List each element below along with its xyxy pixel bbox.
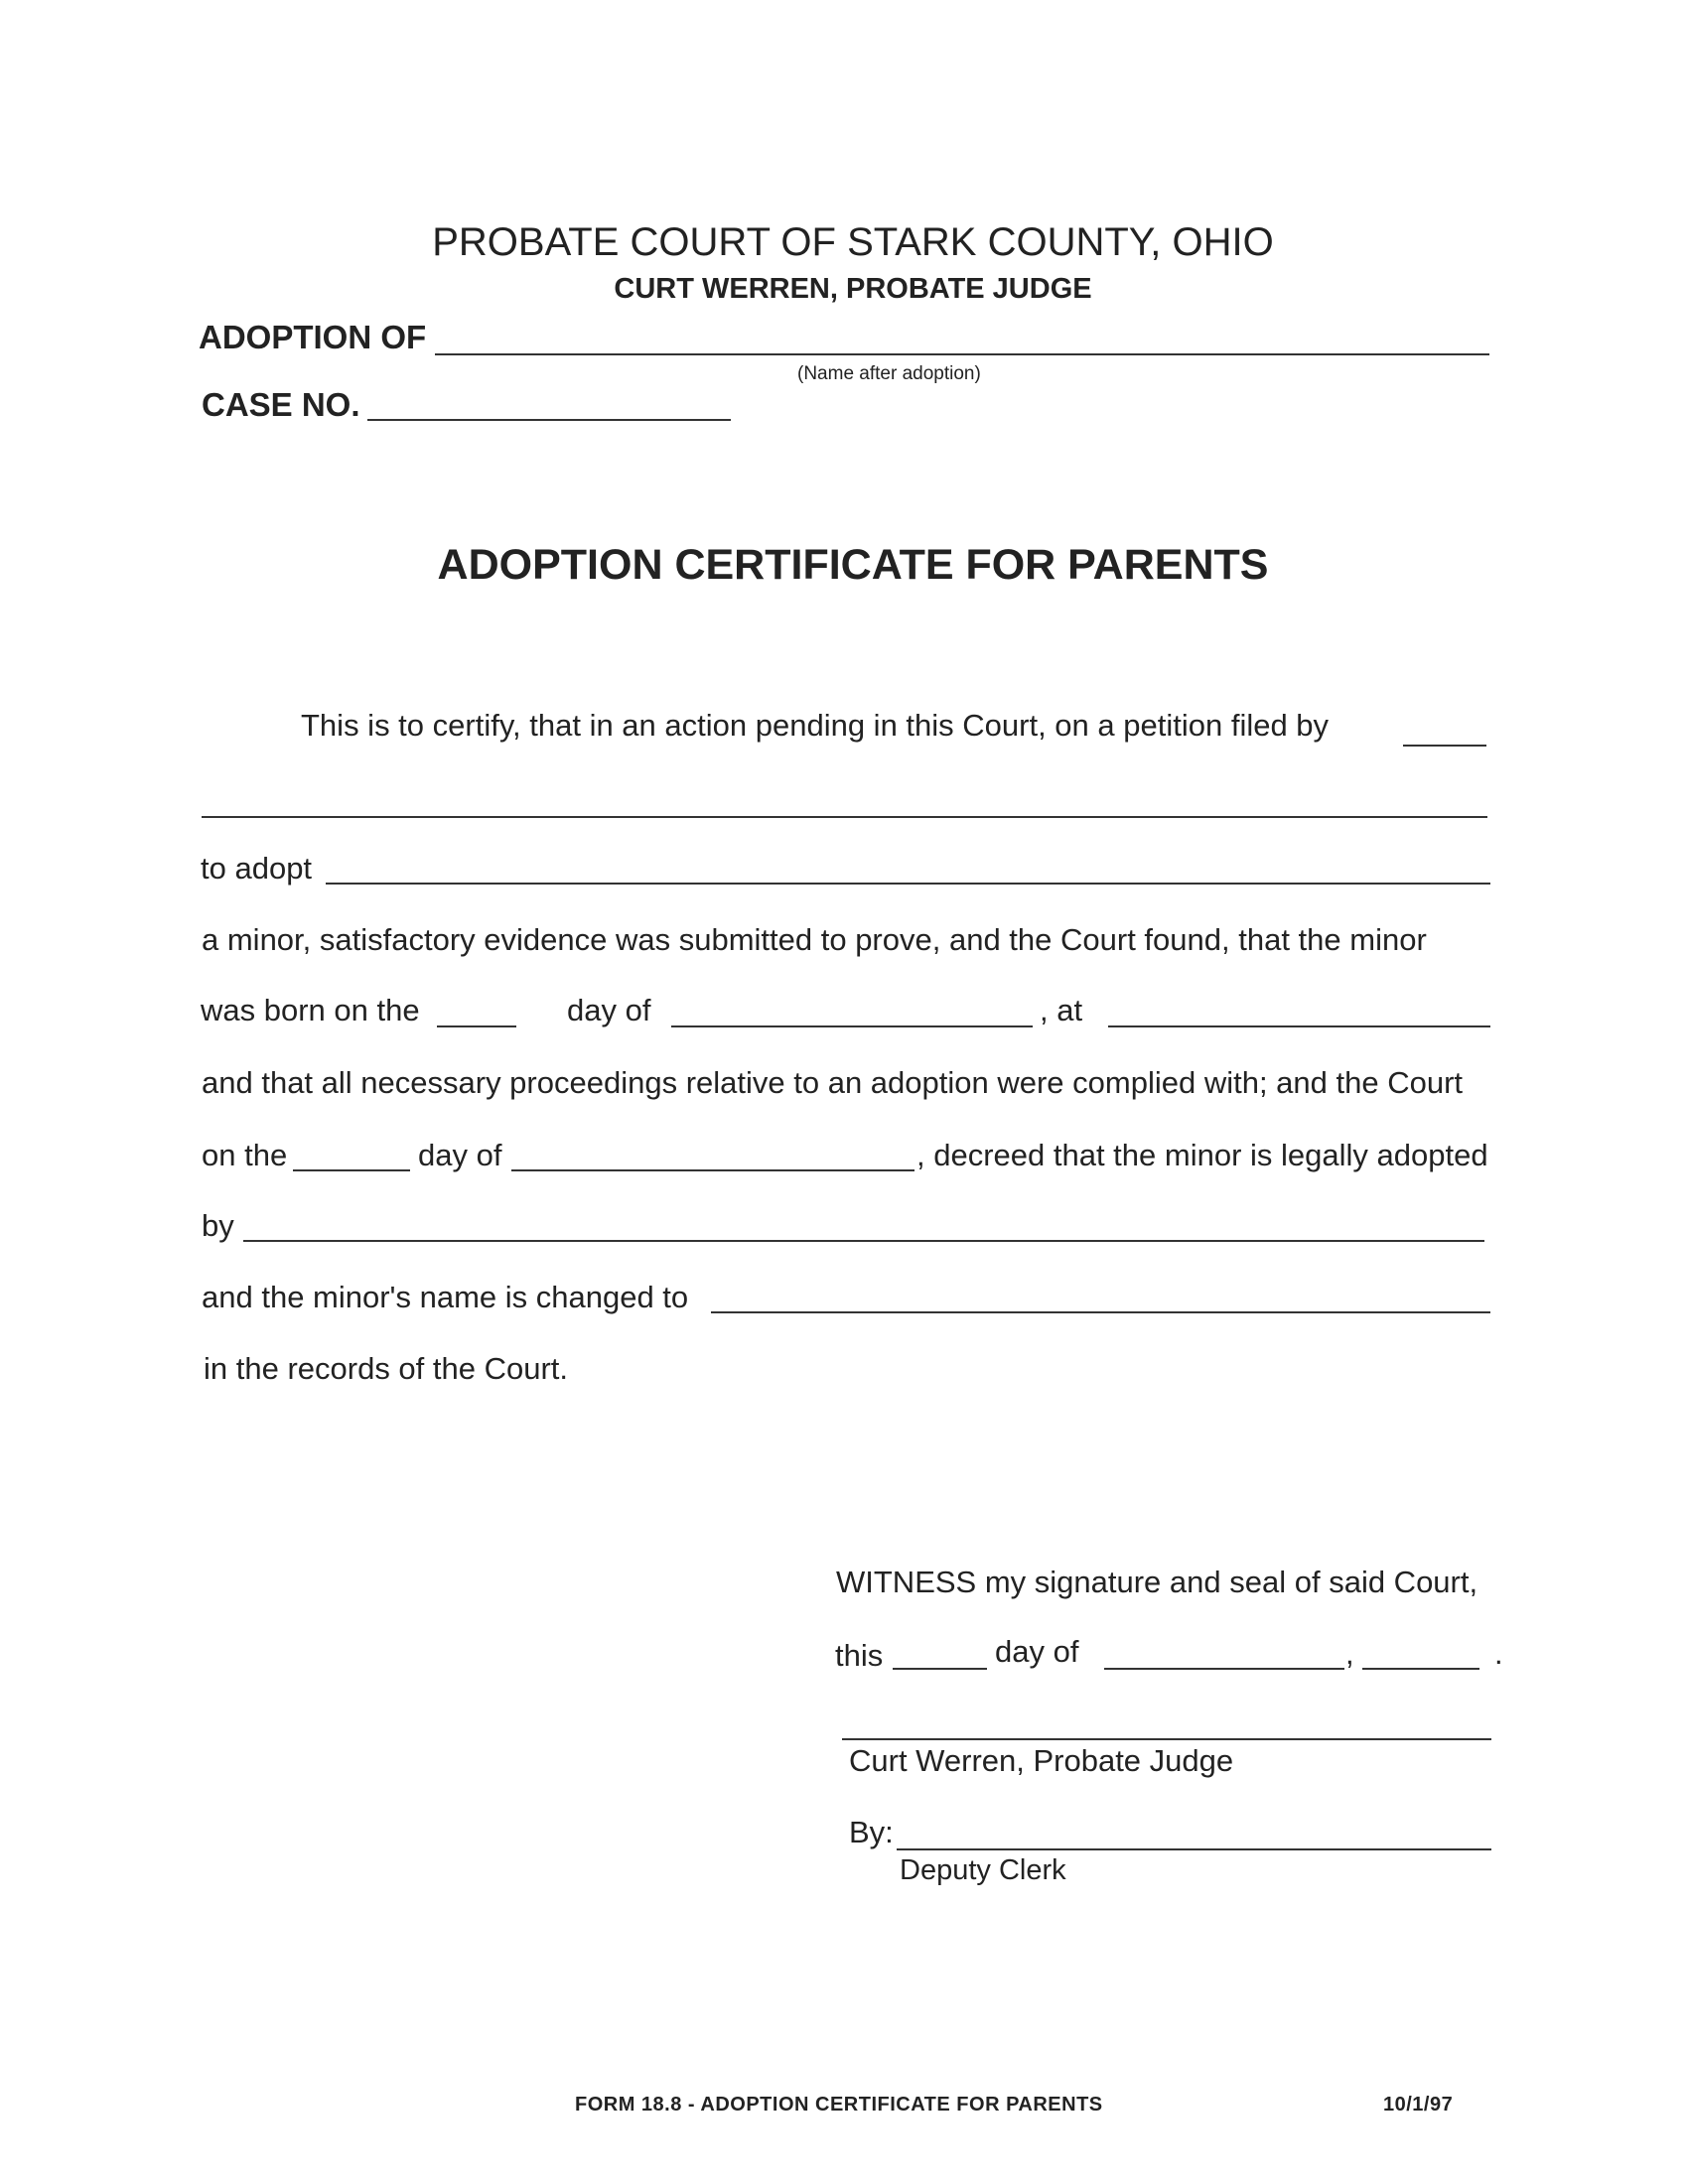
judge-signature-line[interactable] (842, 1738, 1491, 1740)
on-the-label: on the (202, 1138, 288, 1172)
birth-month-field[interactable] (671, 1025, 1033, 1027)
birth-place-field[interactable] (1108, 1025, 1490, 1027)
by-label: by (202, 1208, 234, 1243)
born-on-label: was born on the (201, 993, 420, 1027)
name-changed-label: and the minor's name is changed to (202, 1280, 689, 1314)
case-number-field[interactable] (367, 419, 731, 421)
decree-day-field[interactable] (293, 1169, 410, 1171)
petitioner-field[interactable] (202, 816, 1487, 818)
form-label: FORM 18.8 - ADOPTION CERTIFICATE FOR PARENTS (575, 2094, 1103, 2116)
witness-day-field[interactable] (893, 1668, 987, 1670)
adopting-parents-field[interactable] (243, 1240, 1484, 1242)
judge-line: CURT WERREN, PROBATE JUDGE (614, 273, 1092, 305)
this-label: this (835, 1638, 884, 1673)
proceedings-text: and that all necessary proceedings relative to an adoption were complied with; and the Court (202, 1065, 1464, 1100)
name-after-adoption-caption: (Name after adoption) (797, 363, 981, 384)
decreed-text: , decreed that the minor is legally adopted (916, 1138, 1488, 1172)
court-name: PROBATE COURT OF STARK COUNTY, OHIO (432, 220, 1274, 264)
deputy-clerk-caption: Deputy Clerk (900, 1854, 1066, 1886)
form-date: 10/1/97 (1383, 2094, 1454, 2116)
witness-year-field[interactable] (1362, 1668, 1479, 1670)
case-no-label: CASE NO. (202, 386, 360, 423)
certificate-title: ADOPTION CERTIFICATE FOR PARENTS (437, 541, 1269, 589)
witness-day-of-label: day of (995, 1634, 1079, 1669)
birth-day-field[interactable] (437, 1025, 516, 1027)
deputy-clerk-signature-line[interactable] (897, 1848, 1491, 1850)
day-of-label-2: day of (418, 1138, 502, 1172)
adoptee-field[interactable] (326, 883, 1490, 885)
records-text: in the records of the Court. (204, 1351, 569, 1386)
judge-signature-name: Curt Werren, Probate Judge (849, 1743, 1234, 1778)
minor-text: a minor, satisfactory evidence was submitted to prove, and the Court found, that the minor (202, 922, 1427, 957)
witness-text: WITNESS my signature and seal of said Court, (836, 1565, 1478, 1599)
witness-period: . (1494, 1636, 1503, 1671)
clerk-by-label: By: (849, 1815, 894, 1849)
petitioner-field-start[interactable] (1403, 745, 1486, 747)
decree-month-field[interactable] (511, 1169, 914, 1171)
to-adopt-label: to adopt (201, 851, 313, 886)
adoption-of-label: ADOPTION OF (199, 319, 427, 355)
adoption-name-field[interactable] (435, 353, 1489, 355)
witness-comma: , (1345, 1636, 1354, 1671)
witness-month-field[interactable] (1104, 1668, 1344, 1670)
at-label: , at (1040, 993, 1083, 1027)
certify-text: This is to certify, that in an action pending in this Court, on a petition filed by (301, 708, 1330, 743)
new-name-field[interactable] (711, 1311, 1490, 1313)
day-of-label-1: day of (567, 993, 651, 1027)
